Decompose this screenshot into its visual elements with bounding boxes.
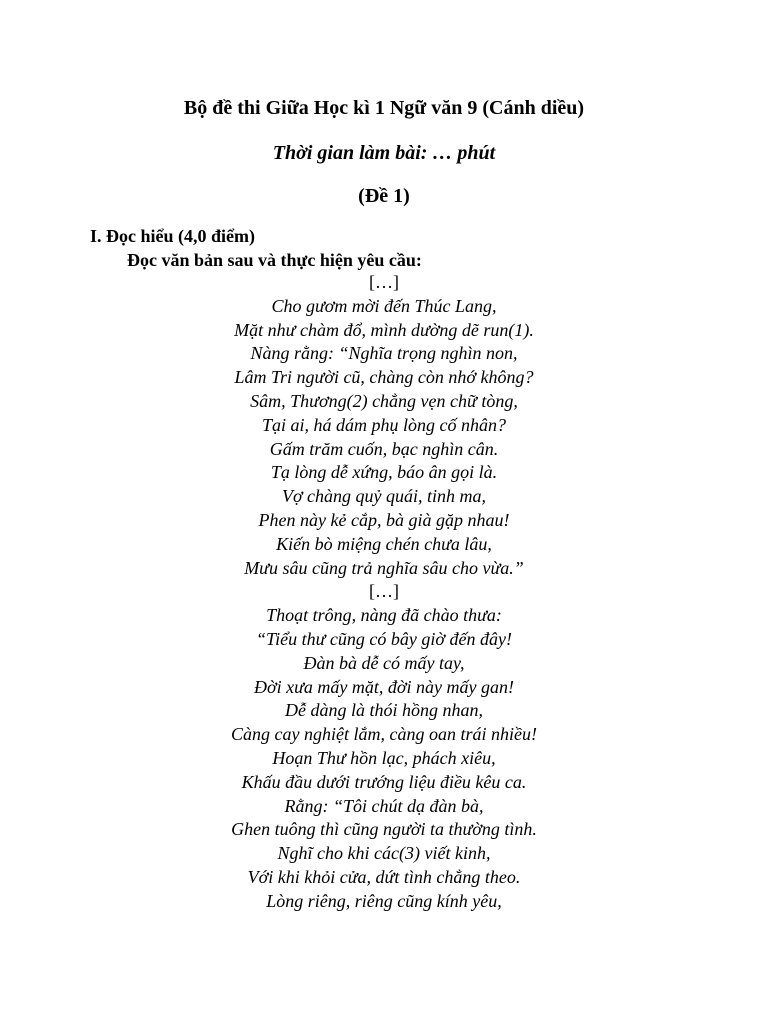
poem-line: Nàng rằng: “Nghĩa trọng nghìn non, bbox=[250, 343, 518, 364]
section-heading: I. Đọc hiểu (4,0 điểm) bbox=[90, 226, 255, 246]
poem-line: Đàn bà dễ có mấy tay, bbox=[303, 652, 465, 673]
time-line: Thời gian làm bài: … phút bbox=[272, 142, 496, 164]
poem-line: Lòng riêng, riêng cũng kính yêu, bbox=[266, 890, 502, 911]
poem-line: Đời xưa mấy mặt, đời này mấy gan! bbox=[254, 676, 514, 697]
poem-line: Gấm trăm cuốn, bạc nghìn cân. bbox=[269, 438, 499, 459]
poem-ellipsis: […] bbox=[369, 272, 399, 292]
document-title: Bộ đề thi Giữa Học kì 1 Ngữ văn 9 (Cánh diều) bbox=[183, 97, 585, 119]
poem-line: Dễ dàng là thói hồng nhan, bbox=[285, 700, 483, 721]
poem-line: Càng cay nghiệt lắm, càng oan trái nhiều! bbox=[231, 724, 537, 745]
poem-line: “Tiểu thư cũng có bây giờ đến đây! bbox=[256, 628, 512, 649]
poem-line: Thoạt trông, nàng đã chào thưa: bbox=[266, 605, 502, 626]
poem-line: Cho gươm mời đến Thúc Lang, bbox=[271, 295, 497, 316]
poem-line: Mưu sâu cũng trả nghĩa sâu cho vừa.” bbox=[244, 557, 524, 578]
poem-line: Nghĩ cho khi các(3) viết kinh, bbox=[277, 843, 491, 864]
poem-line: Ghen tuông thì cũng người ta thường tình. bbox=[231, 819, 537, 840]
poem-line: Kiến bò miệng chén chưa lâu, bbox=[276, 533, 492, 554]
poem-line: Lâm Tri người cũ, chàng còn nhớ không? bbox=[234, 367, 534, 388]
poem-line: Mặt như chàm đổ, mình dường dẽ run(1). bbox=[234, 319, 534, 340]
poem-line: Tạ lòng dễ xứng, báo ân gọi là. bbox=[270, 462, 498, 483]
poem-line: Phen này kẻ cắp, bà già gặp nhau! bbox=[258, 509, 510, 530]
poem-line: Hoạn Thư hồn lạc, phách xiêu, bbox=[272, 747, 496, 768]
poem-excerpt bbox=[0, 271, 768, 914]
exam-label: (Đề 1) bbox=[358, 185, 410, 207]
poem-line: Sâm, Thương(2) chẳng vẹn chữ tòng, bbox=[250, 390, 518, 411]
poem-line: Với khi khỏi cửa, dứt tình chẳng theo. bbox=[247, 866, 521, 887]
poem-ellipsis: […] bbox=[369, 581, 399, 602]
poem-line: Khấu đầu dưới trướng liệu điều kêu ca. bbox=[241, 771, 527, 792]
poem-line: Rằng: “Tôi chút dạ đàn bà, bbox=[284, 795, 484, 816]
poem-line: Tại ai, há dám phụ lòng cố nhân? bbox=[261, 414, 506, 435]
poem-line: Vợ chàng quỷ quái, tinh ma, bbox=[281, 486, 487, 507]
instruction-text: Đọc văn bản sau và thực hiện yêu cầu: bbox=[127, 250, 422, 270]
